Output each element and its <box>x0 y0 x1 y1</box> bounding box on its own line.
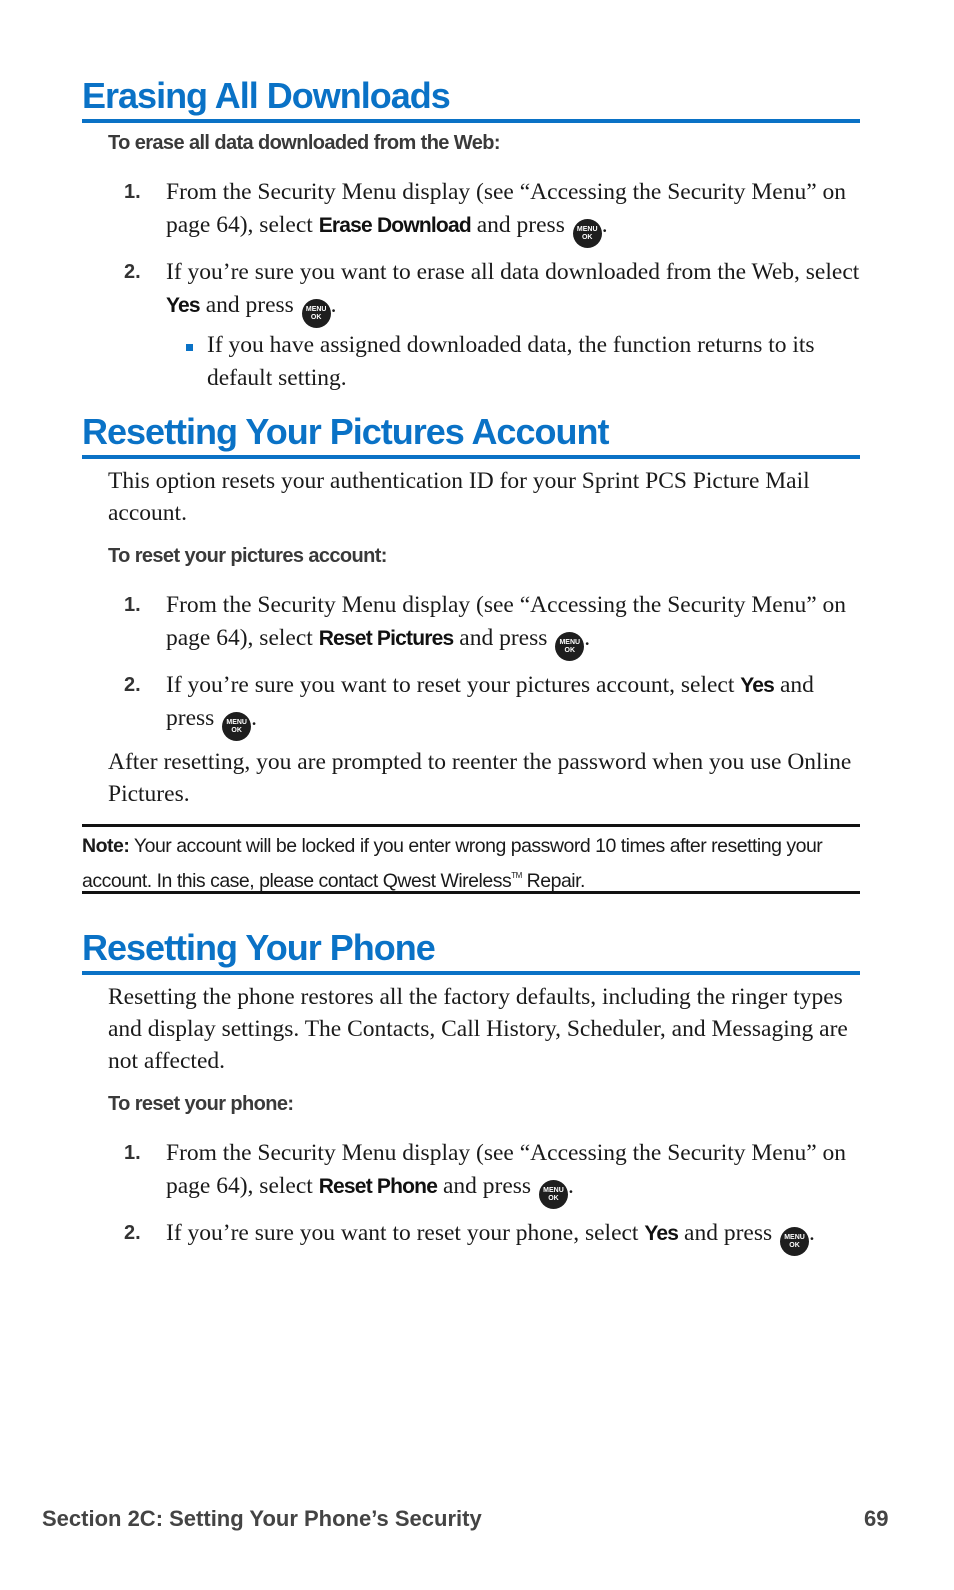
option-yes: Yes <box>166 294 200 317</box>
step-number: 1. <box>124 181 141 203</box>
step-number: 2. <box>124 261 141 283</box>
note-text: Your account will be locked if you enter wrong password 10 times after resetting your account. In this case, please contact Qwest Wireless <box>82 835 823 892</box>
pictures-instructions-lead: To reset your pictures account: <box>108 545 387 567</box>
erase-step-1: 1. From the Security Menu display (see “Accessing the Security Menu” on page 64), select Erase Download and press MENU OK . <box>108 176 860 248</box>
phone-step-2: 2. If you’re sure you want to reset your phone, select Yes and press MENU OK . <box>108 1217 860 1256</box>
pictures-step-2: 2. If you’re sure you want to reset your pictures account, select Yes and press MENU OK . <box>108 669 860 741</box>
menu-item-reset-pictures: Reset Pictures <box>318 627 454 650</box>
phone-intro-paragraph: Resetting the phone restores all the factory defaults, including the ringer types and display settings. The Contacts, Call History, Scheduler, and Messaging are not affected. <box>108 984 848 1074</box>
footer-page-number: 69 <box>864 1506 889 1531</box>
pictures-intro-paragraph: This option resets your authentication ID for your Sprint PCS Picture Mail account. <box>108 468 810 526</box>
erase-instructions-lead: To erase all data downloaded from the Web: <box>108 132 500 154</box>
note-label: Note: <box>82 835 130 857</box>
menu-item-reset-phone: Reset Phone <box>318 1175 438 1198</box>
pictures-step-1: 1. From the Security Menu display (see “Accessing the Security Menu” on page 64), select Reset Pictures and press MENU OK . <box>108 589 860 661</box>
menu-ok-key-icon: MENU OK <box>302 299 331 328</box>
phone-instructions-lead: To reset your phone: <box>108 1093 294 1115</box>
menu-ok-key-icon: MENU OK <box>780 1227 809 1256</box>
footer-section-title: Section 2C: Setting Your Phone’s Security <box>42 1506 482 1531</box>
bullet-square-icon <box>186 344 193 351</box>
option-yes: Yes <box>644 1222 679 1245</box>
menu-ok-key-icon: MENU OK <box>222 712 251 741</box>
menu-ok-key-icon: MENU OK <box>573 219 602 248</box>
trademark-mark: TM <box>511 871 522 880</box>
option-yes: Yes <box>740 674 775 697</box>
heading-resetting-pictures-account: Resetting Your Pictures Account <box>82 414 860 459</box>
heading-resetting-your-phone: Resetting Your Phone <box>82 930 860 975</box>
erase-step-2: 2. If you’re sure you want to erase all data downloaded from the Web, select Yes and press MENU OK . <box>108 256 860 328</box>
menu-ok-key-icon: MENU OK <box>555 632 584 661</box>
note-box: Note: Your account will be locked if you enter wrong password 10 times after resetting your account. In this case, please contact Qwest Wireless™ Repair. <box>82 824 860 894</box>
menu-ok-key-icon: MENU OK <box>539 1180 568 1209</box>
phone-step-1: 1. From the Security Menu display (see “Accessing the Security Menu” on page 64), select Reset Phone and press MENU OK . <box>108 1137 860 1209</box>
erase-bullet-note: If you have assigned downloaded data, the function returns to its default setting. <box>186 329 856 395</box>
pictures-after-paragraph: After resetting, you are prompted to reenter the password when you use Online Pictures. <box>108 749 852 807</box>
step-number: 1. <box>124 594 141 616</box>
step-number: 2. <box>124 674 141 696</box>
menu-item-erase-download: Erase Download <box>318 214 471 237</box>
heading-erasing-all-downloads: Erasing All Downloads <box>82 78 860 123</box>
step-number: 2. <box>124 1222 141 1244</box>
step-number: 1. <box>124 1142 141 1164</box>
